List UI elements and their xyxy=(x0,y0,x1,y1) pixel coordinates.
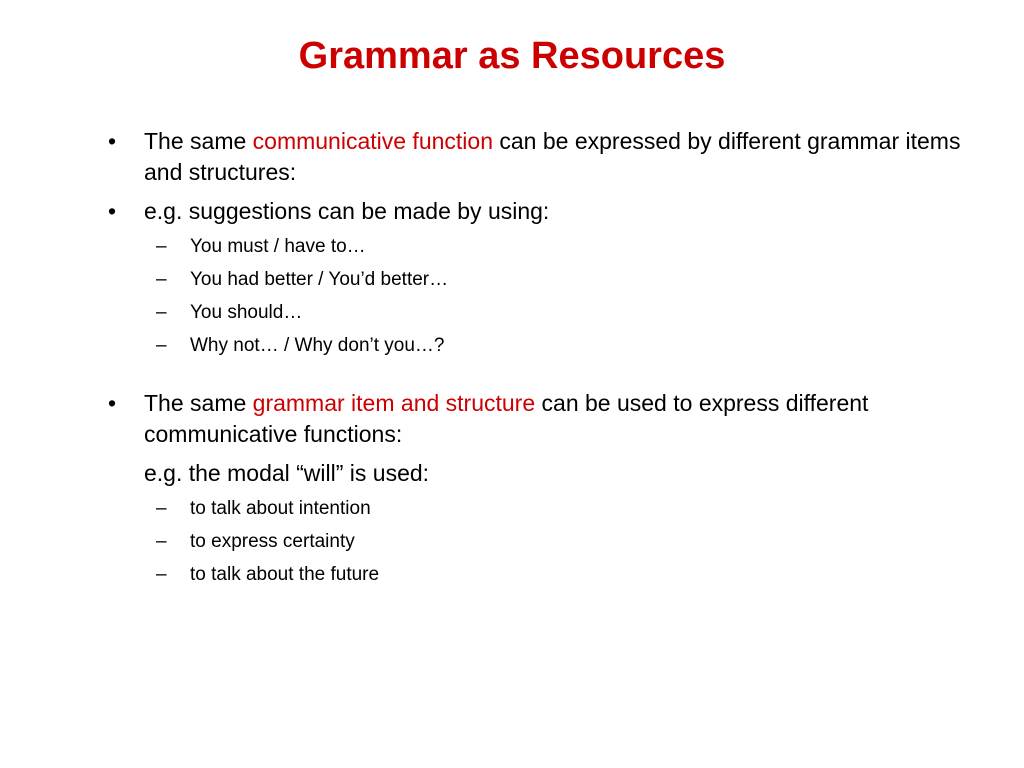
slide-title: Grammar as Resources xyxy=(298,35,726,77)
list-item xyxy=(108,563,1003,587)
dash-icon: – xyxy=(156,335,167,356)
spacer xyxy=(108,367,1003,388)
list-item xyxy=(108,497,1003,521)
dash-icon: – xyxy=(156,531,167,552)
bullet-2-text: e.g. suggestions can be made by using: xyxy=(144,198,550,224)
list-item xyxy=(108,301,1003,325)
bullet-1-post: can be expressed by different grammar items and structures: xyxy=(144,128,961,185)
bullet-3-pre: The same xyxy=(144,390,253,416)
list-item-text: You should… xyxy=(190,302,303,323)
bullet-1-highlight: communicative function xyxy=(252,128,493,154)
bullet-point-1 xyxy=(108,126,1003,188)
bullet-1-pre: The same xyxy=(144,128,253,154)
list-item xyxy=(108,268,1003,292)
dash-icon: – xyxy=(156,236,167,257)
example-line: e.g. the modal “will” is used: xyxy=(144,460,430,486)
dash-icon: – xyxy=(156,564,167,585)
list-item-text: You had better / You’d better… xyxy=(190,269,449,290)
functions-list xyxy=(108,497,1003,587)
dash-icon: – xyxy=(156,498,167,519)
list-item-text: to express certainty xyxy=(190,531,355,552)
dash-icon: – xyxy=(156,269,167,290)
dash-icon: – xyxy=(156,302,167,323)
list-item xyxy=(108,530,1003,554)
suggestions-list xyxy=(108,235,1003,358)
bullet-3-post: can be used to express different communicative functions: xyxy=(144,390,869,447)
bullet-icon: • xyxy=(108,128,117,154)
slide-content xyxy=(108,126,1003,596)
bullet-point-2 xyxy=(108,196,1003,227)
list-item xyxy=(108,235,1003,259)
bullet-icon: • xyxy=(108,198,117,224)
bullet-icon: • xyxy=(108,390,117,416)
list-item-text: to talk about the future xyxy=(190,564,380,585)
bullet-point-3 xyxy=(108,388,1003,450)
list-item-text: to talk about intention xyxy=(190,498,371,519)
list-item xyxy=(108,334,1003,358)
list-item-text: Why not… / Why don’t you…? xyxy=(190,335,445,356)
list-item-text: You must / have to… xyxy=(190,236,366,257)
bullet-3-highlight: grammar item and structure xyxy=(252,390,536,416)
